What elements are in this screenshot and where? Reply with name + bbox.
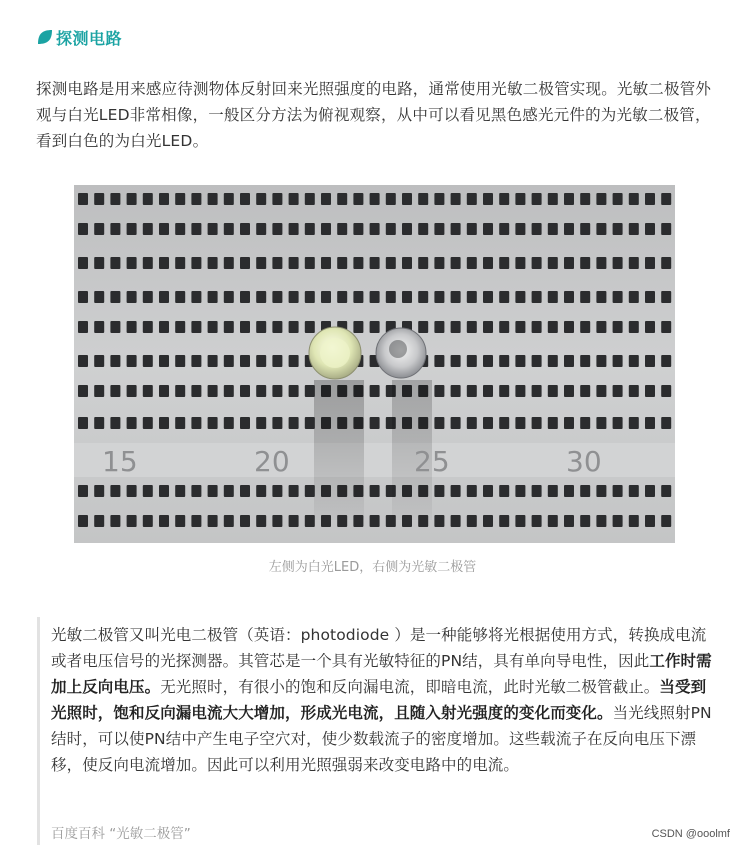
quote-text-part: 当光线照射PN结时，可以使PN结中产生电子空穴对，使少数载流子的密度增加。这些载流子在反向电压下漂移，使反向电流增加。因此可以利用光照强弱来改变电路中的电流。 <box>51 704 712 774</box>
quote-bold-part: 当受到光照时，饱和反向漏电流大大增加，形成光电流，且随入射光强度的变化而变化。 <box>51 678 707 722</box>
led-shadow <box>314 380 364 520</box>
breadboard-illustration <box>74 185 675 543</box>
quote-text <box>51 622 721 778</box>
column-label: 25 <box>414 445 450 478</box>
quote-text-part: 光敏二极管又叫光电二极管（英语：photodiode ）是一种能够将光根据使用方式，转换成电流或者电压信号的光探测器。其管芯是一个具有光敏特征的PN结，具有单向导电性，因此 <box>51 626 707 670</box>
quote-source: 百度百科 “光敏二极管” <box>51 826 191 842</box>
column-label: 20 <box>254 445 290 478</box>
quote-bold-part: 工作时需加上反向电压。 <box>51 652 712 696</box>
section-title: 探测电路 <box>56 28 123 48</box>
quote-text-part: 无光照时，有很小的饱和反向漏电流，即暗电流，此时光敏二极管截止。 <box>160 678 660 696</box>
watermark: CSDN @ooolmf <box>651 828 730 840</box>
breadboard-photo <box>74 185 675 543</box>
section-heading <box>36 26 122 48</box>
intro-paragraph: 探测电路是用来感应待测物体反射回来光照强度的电路，通常使用光敏二极管实现。光敏二极管外观与白光LED非常相像，一般区分方法为俯视观察，从中可以看见黑色感光元件的为光敏二极管，看到白色的为白光LED。 <box>36 80 712 150</box>
figure-caption: 左侧为白光LED，右侧为光敏二极管 <box>268 560 477 575</box>
column-label: 30 <box>566 445 602 478</box>
column-label: 15 <box>102 445 138 478</box>
blockquote <box>37 617 730 845</box>
leaf-bullet-icon <box>36 28 54 46</box>
